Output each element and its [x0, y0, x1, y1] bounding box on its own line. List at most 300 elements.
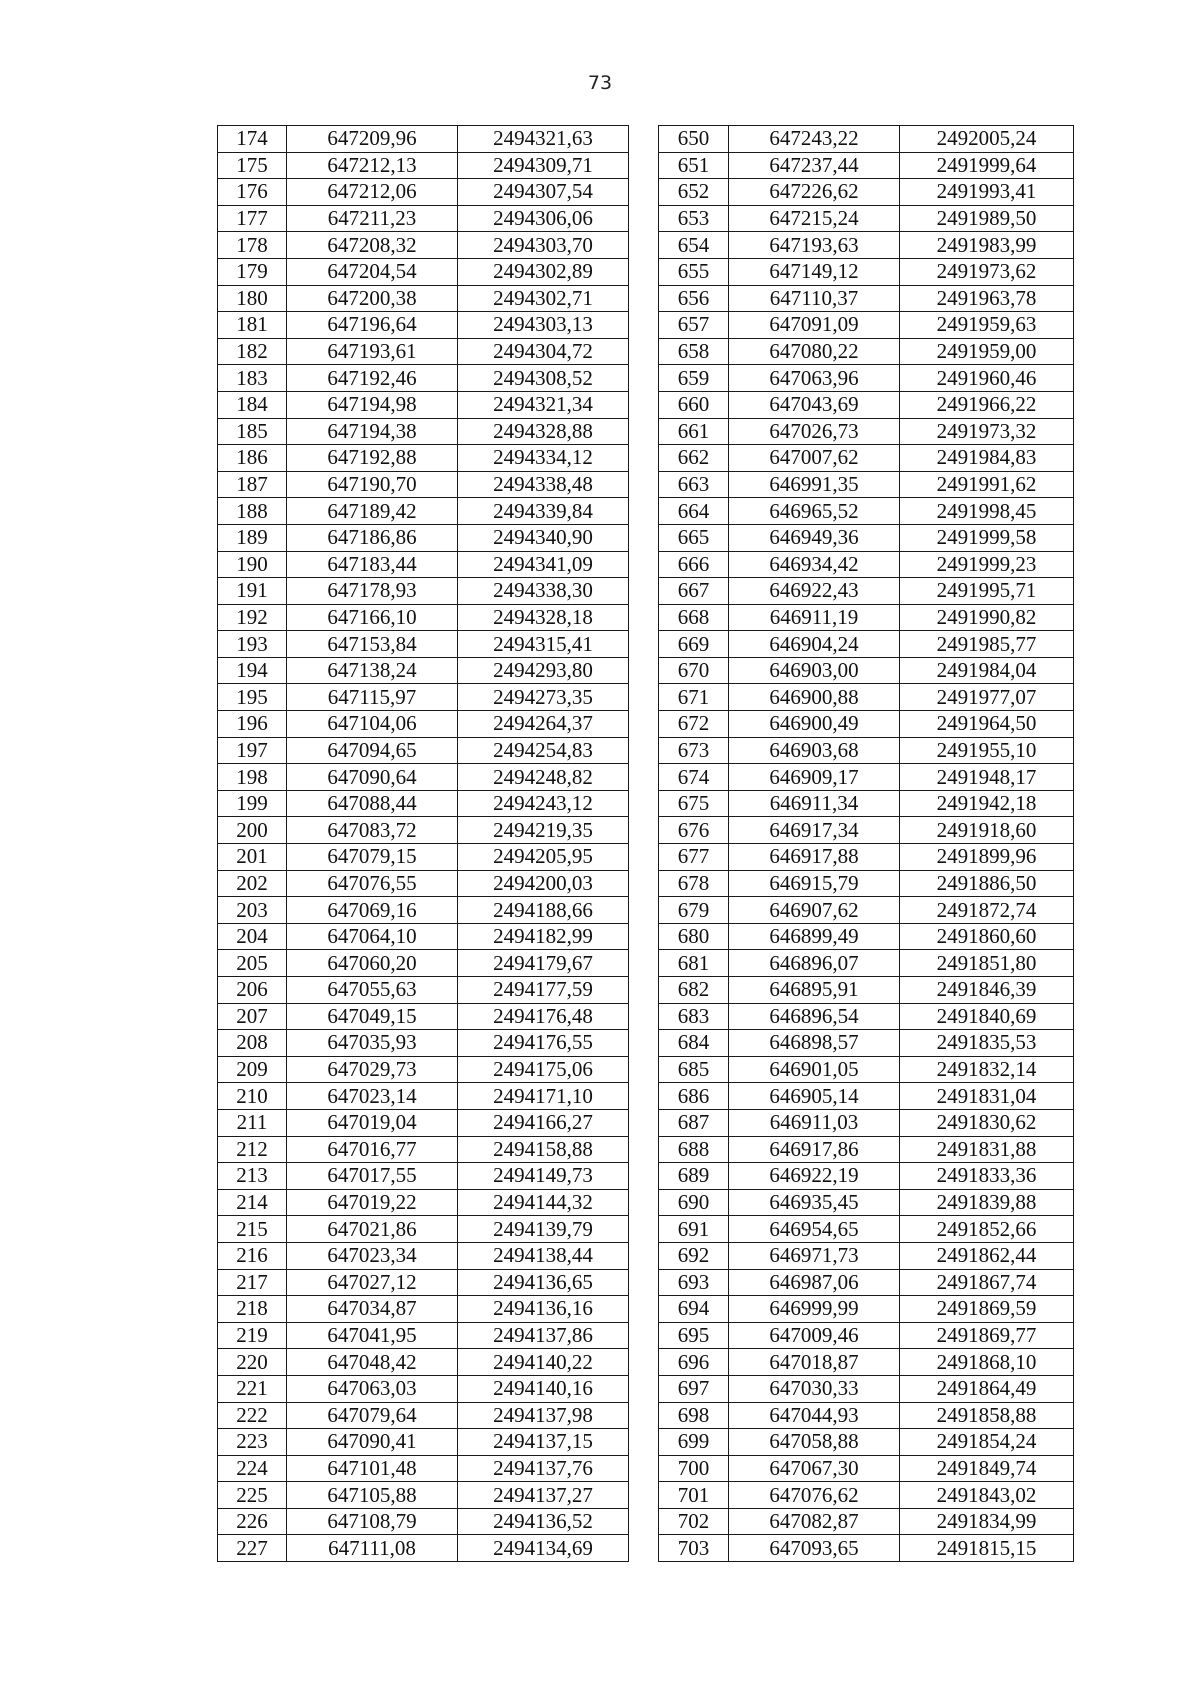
y-coordinate-cell: 2494138,44	[458, 1242, 629, 1269]
x-coordinate-cell: 647063,96	[729, 365, 900, 392]
table-row	[218, 1402, 629, 1429]
y-coordinate-cell: 2491851,80	[900, 950, 1074, 977]
x-coordinate-cell: 647149,12	[729, 258, 900, 285]
table-row	[659, 179, 1074, 206]
y-coordinate-cell: 2491835,53	[900, 1030, 1074, 1057]
table-row	[218, 338, 629, 365]
table-row	[659, 1455, 1074, 1482]
x-coordinate-cell: 647079,15	[287, 844, 458, 871]
x-coordinate-cell: 647226,62	[729, 179, 900, 206]
x-coordinate-cell: 647208,32	[287, 232, 458, 259]
table-row	[659, 817, 1074, 844]
x-coordinate-cell: 646922,43	[729, 578, 900, 605]
point-number-cell: 670	[659, 657, 729, 684]
x-coordinate-cell: 646911,34	[729, 790, 900, 817]
table-row	[218, 1429, 629, 1456]
y-coordinate-cell: 2491899,96	[900, 844, 1074, 871]
table-row	[218, 1189, 629, 1216]
table-row	[659, 338, 1074, 365]
y-coordinate-cell: 2491985,77	[900, 631, 1074, 658]
table-row	[218, 418, 629, 445]
table-row	[659, 152, 1074, 179]
point-number-cell: 221	[218, 1375, 287, 1402]
table-row	[218, 1508, 629, 1535]
y-coordinate-cell: 2491833,36	[900, 1163, 1074, 1190]
y-coordinate-cell: 2494176,55	[458, 1030, 629, 1057]
x-coordinate-cell: 647090,64	[287, 764, 458, 791]
y-coordinate-cell: 2491864,49	[900, 1375, 1074, 1402]
point-number-cell: 683	[659, 1003, 729, 1030]
x-coordinate-cell: 647200,38	[287, 285, 458, 312]
table-row	[218, 1482, 629, 1509]
y-coordinate-cell: 2491849,74	[900, 1455, 1074, 1482]
point-number-cell: 691	[659, 1216, 729, 1243]
point-number-cell: 201	[218, 844, 287, 871]
x-coordinate-cell: 647083,72	[287, 817, 458, 844]
table-row	[659, 1242, 1074, 1269]
point-number-cell: 681	[659, 950, 729, 977]
point-number-cell: 216	[218, 1242, 287, 1269]
table-row	[218, 1056, 629, 1083]
table-row	[659, 897, 1074, 924]
y-coordinate-cell: 2494321,63	[458, 126, 629, 153]
table-row	[218, 232, 629, 259]
point-number-cell: 701	[659, 1482, 729, 1509]
x-coordinate-cell: 647091,09	[729, 312, 900, 339]
y-coordinate-cell: 2491955,10	[900, 737, 1074, 764]
table-row	[659, 1109, 1074, 1136]
point-number-cell: 685	[659, 1056, 729, 1083]
x-coordinate-cell: 647017,55	[287, 1163, 458, 1190]
x-coordinate-cell: 646900,49	[729, 711, 900, 738]
table-row	[659, 870, 1074, 897]
x-coordinate-cell: 647027,12	[287, 1269, 458, 1296]
x-coordinate-cell: 647088,44	[287, 790, 458, 817]
point-number-cell: 682	[659, 977, 729, 1004]
point-number-cell: 652	[659, 179, 729, 206]
table-row	[218, 1349, 629, 1376]
table-row	[659, 471, 1074, 498]
point-number-cell: 698	[659, 1402, 729, 1429]
x-coordinate-cell: 647212,06	[287, 179, 458, 206]
table-row	[659, 205, 1074, 232]
table-row	[218, 445, 629, 472]
point-number-cell: 651	[659, 152, 729, 179]
x-coordinate-cell: 647076,62	[729, 1482, 900, 1509]
x-coordinate-cell: 647041,95	[287, 1322, 458, 1349]
point-number-cell: 208	[218, 1030, 287, 1057]
point-number-cell: 668	[659, 604, 729, 631]
x-coordinate-cell: 647178,93	[287, 578, 458, 605]
table-row	[659, 1269, 1074, 1296]
y-coordinate-cell: 2494340,90	[458, 524, 629, 551]
x-coordinate-cell: 647043,69	[729, 391, 900, 418]
y-coordinate-cell: 2491831,88	[900, 1136, 1074, 1163]
x-coordinate-cell: 647090,41	[287, 1429, 458, 1456]
x-coordinate-cell: 646896,07	[729, 950, 900, 977]
x-coordinate-cell: 647237,44	[729, 152, 900, 179]
point-number-cell: 658	[659, 338, 729, 365]
x-coordinate-cell: 647080,22	[729, 338, 900, 365]
point-number-cell: 669	[659, 631, 729, 658]
y-coordinate-cell: 2491839,88	[900, 1189, 1074, 1216]
point-number-cell: 211	[218, 1109, 287, 1136]
point-number-cell: 178	[218, 232, 287, 259]
y-coordinate-cell: 2494309,71	[458, 152, 629, 179]
point-number-cell: 225	[218, 1482, 287, 1509]
point-number-cell: 656	[659, 285, 729, 312]
y-coordinate-cell: 2494308,52	[458, 365, 629, 392]
table-row	[659, 1083, 1074, 1110]
point-number-cell: 690	[659, 1189, 729, 1216]
x-coordinate-cell: 647243,22	[729, 126, 900, 153]
y-coordinate-cell: 2491918,60	[900, 817, 1074, 844]
point-number-cell: 696	[659, 1349, 729, 1376]
table-row	[659, 498, 1074, 525]
table-row	[659, 285, 1074, 312]
table-row	[218, 1003, 629, 1030]
x-coordinate-cell: 647215,24	[729, 205, 900, 232]
table-row	[659, 578, 1074, 605]
x-coordinate-cell: 646899,49	[729, 923, 900, 950]
table-row	[659, 1482, 1074, 1509]
point-number-cell: 181	[218, 312, 287, 339]
point-number-cell: 203	[218, 897, 287, 924]
table-row	[218, 870, 629, 897]
x-coordinate-cell: 647063,03	[287, 1375, 458, 1402]
y-coordinate-cell: 2491991,62	[900, 471, 1074, 498]
table-row	[218, 790, 629, 817]
point-number-cell: 183	[218, 365, 287, 392]
table-row	[218, 737, 629, 764]
point-number-cell: 176	[218, 179, 287, 206]
x-coordinate-cell: 647009,46	[729, 1322, 900, 1349]
point-number-cell: 692	[659, 1242, 729, 1269]
y-coordinate-cell: 2494264,37	[458, 711, 629, 738]
point-number-cell: 677	[659, 844, 729, 871]
y-coordinate-cell: 2491977,07	[900, 684, 1074, 711]
point-number-cell: 664	[659, 498, 729, 525]
point-number-cell: 197	[218, 737, 287, 764]
x-coordinate-cell: 647190,70	[287, 471, 458, 498]
table-row	[218, 923, 629, 950]
table-row	[218, 657, 629, 684]
table-row	[218, 1030, 629, 1057]
y-coordinate-cell: 2491854,24	[900, 1429, 1074, 1456]
y-coordinate-cell: 2494341,09	[458, 551, 629, 578]
x-coordinate-cell: 647209,96	[287, 126, 458, 153]
coordinate-table-left	[217, 125, 629, 1562]
point-number-cell: 226	[218, 1508, 287, 1535]
point-number-cell: 699	[659, 1429, 729, 1456]
point-number-cell: 220	[218, 1349, 287, 1376]
y-coordinate-cell: 2494188,66	[458, 897, 629, 924]
table-row	[218, 1375, 629, 1402]
x-coordinate-cell: 647019,22	[287, 1189, 458, 1216]
table-row	[218, 1269, 629, 1296]
point-number-cell: 198	[218, 764, 287, 791]
x-coordinate-cell: 647212,13	[287, 152, 458, 179]
x-coordinate-cell: 647076,55	[287, 870, 458, 897]
table-row	[659, 126, 1074, 153]
x-coordinate-cell: 646903,68	[729, 737, 900, 764]
point-number-cell: 655	[659, 258, 729, 285]
x-coordinate-cell: 647138,24	[287, 657, 458, 684]
point-number-cell: 174	[218, 126, 287, 153]
y-coordinate-cell: 2494243,12	[458, 790, 629, 817]
point-number-cell: 223	[218, 1429, 287, 1456]
point-number-cell: 654	[659, 232, 729, 259]
table-row	[659, 1349, 1074, 1376]
point-number-cell: 653	[659, 205, 729, 232]
x-coordinate-cell: 646903,00	[729, 657, 900, 684]
point-number-cell: 661	[659, 418, 729, 445]
x-coordinate-cell: 647110,37	[729, 285, 900, 312]
x-coordinate-cell: 647029,73	[287, 1056, 458, 1083]
point-number-cell: 187	[218, 471, 287, 498]
x-coordinate-cell: 647069,16	[287, 897, 458, 924]
y-coordinate-cell: 2494302,71	[458, 285, 629, 312]
x-coordinate-cell: 646971,73	[729, 1242, 900, 1269]
point-number-cell: 189	[218, 524, 287, 551]
y-coordinate-cell: 2491858,88	[900, 1402, 1074, 1429]
point-number-cell: 213	[218, 1163, 287, 1190]
y-coordinate-cell: 2491993,41	[900, 179, 1074, 206]
point-number-cell: 193	[218, 631, 287, 658]
x-coordinate-cell: 647186,86	[287, 524, 458, 551]
y-coordinate-cell: 2494137,76	[458, 1455, 629, 1482]
y-coordinate-cell: 2494338,48	[458, 471, 629, 498]
table-row	[659, 1402, 1074, 1429]
x-coordinate-cell: 646935,45	[729, 1189, 900, 1216]
x-coordinate-cell: 647044,93	[729, 1402, 900, 1429]
point-number-cell: 688	[659, 1136, 729, 1163]
x-coordinate-cell: 647108,79	[287, 1508, 458, 1535]
table-row	[659, 1003, 1074, 1030]
table-row	[659, 1429, 1074, 1456]
table-row	[218, 1296, 629, 1323]
x-coordinate-cell: 647194,98	[287, 391, 458, 418]
y-coordinate-cell: 2494175,06	[458, 1056, 629, 1083]
y-coordinate-cell: 2491963,78	[900, 285, 1074, 312]
x-coordinate-cell: 647058,88	[729, 1429, 900, 1456]
x-coordinate-cell: 647034,87	[287, 1296, 458, 1323]
y-coordinate-cell: 2494328,18	[458, 604, 629, 631]
x-coordinate-cell: 646922,19	[729, 1163, 900, 1190]
x-coordinate-cell: 647104,06	[287, 711, 458, 738]
x-coordinate-cell: 646915,79	[729, 870, 900, 897]
point-number-cell: 678	[659, 870, 729, 897]
point-number-cell: 680	[659, 923, 729, 950]
y-coordinate-cell: 2494205,95	[458, 844, 629, 871]
point-number-cell: 697	[659, 1375, 729, 1402]
x-coordinate-cell: 646987,06	[729, 1269, 900, 1296]
y-coordinate-cell: 2494171,10	[458, 1083, 629, 1110]
table-row	[218, 551, 629, 578]
y-coordinate-cell: 2491867,74	[900, 1269, 1074, 1296]
point-number-cell: 659	[659, 365, 729, 392]
y-coordinate-cell: 2491948,17	[900, 764, 1074, 791]
point-number-cell: 686	[659, 1083, 729, 1110]
y-coordinate-cell: 2494139,79	[458, 1216, 629, 1243]
table-row	[218, 498, 629, 525]
y-coordinate-cell: 2491872,74	[900, 897, 1074, 924]
coordinate-table-right	[658, 125, 1074, 1562]
y-coordinate-cell: 2491995,71	[900, 578, 1074, 605]
table-row	[218, 844, 629, 871]
y-coordinate-cell: 2494137,98	[458, 1402, 629, 1429]
table-row	[218, 1455, 629, 1482]
point-number-cell: 199	[218, 790, 287, 817]
x-coordinate-cell: 647064,10	[287, 923, 458, 950]
x-coordinate-cell: 647060,20	[287, 950, 458, 977]
y-coordinate-cell: 2491831,04	[900, 1083, 1074, 1110]
point-number-cell: 214	[218, 1189, 287, 1216]
table-row	[659, 551, 1074, 578]
table-row	[659, 1375, 1074, 1402]
table-row	[659, 977, 1074, 1004]
y-coordinate-cell: 2494136,52	[458, 1508, 629, 1535]
y-coordinate-cell: 2491989,50	[900, 205, 1074, 232]
point-number-cell: 662	[659, 445, 729, 472]
x-coordinate-cell: 646895,91	[729, 977, 900, 1004]
point-number-cell: 693	[659, 1269, 729, 1296]
point-number-cell: 215	[218, 1216, 287, 1243]
table-row	[218, 897, 629, 924]
y-coordinate-cell: 2491862,44	[900, 1242, 1074, 1269]
y-coordinate-cell: 2494182,99	[458, 923, 629, 950]
y-coordinate-cell: 2494328,88	[458, 418, 629, 445]
table-row	[659, 258, 1074, 285]
y-coordinate-cell: 2491998,45	[900, 498, 1074, 525]
table-row	[659, 1136, 1074, 1163]
y-coordinate-cell: 2494334,12	[458, 445, 629, 472]
table-row	[659, 1056, 1074, 1083]
x-coordinate-cell: 647016,77	[287, 1136, 458, 1163]
point-number-cell: 205	[218, 950, 287, 977]
point-number-cell: 650	[659, 126, 729, 153]
table-row	[218, 1216, 629, 1243]
x-coordinate-cell: 646999,99	[729, 1296, 900, 1323]
x-coordinate-cell: 647055,63	[287, 977, 458, 1004]
point-number-cell: 224	[218, 1455, 287, 1482]
x-coordinate-cell: 647204,54	[287, 258, 458, 285]
table-row	[218, 258, 629, 285]
table-row	[218, 604, 629, 631]
x-coordinate-cell: 646909,17	[729, 764, 900, 791]
point-number-cell: 687	[659, 1109, 729, 1136]
y-coordinate-cell: 2494306,06	[458, 205, 629, 232]
table-row	[218, 285, 629, 312]
y-coordinate-cell: 2491999,58	[900, 524, 1074, 551]
y-coordinate-cell: 2491973,32	[900, 418, 1074, 445]
table-row	[218, 179, 629, 206]
y-coordinate-cell: 2491869,77	[900, 1322, 1074, 1349]
point-number-cell: 204	[218, 923, 287, 950]
table-row	[659, 790, 1074, 817]
point-number-cell: 666	[659, 551, 729, 578]
y-coordinate-cell: 2491983,99	[900, 232, 1074, 259]
y-coordinate-cell: 2494176,48	[458, 1003, 629, 1030]
page-number: 73	[587, 72, 613, 94]
x-coordinate-cell: 646954,65	[729, 1216, 900, 1243]
table-row	[218, 471, 629, 498]
x-coordinate-cell: 647189,42	[287, 498, 458, 525]
y-coordinate-cell: 2494136,16	[458, 1296, 629, 1323]
x-coordinate-cell: 647153,84	[287, 631, 458, 658]
point-number-cell: 660	[659, 391, 729, 418]
table-row	[218, 365, 629, 392]
x-coordinate-cell: 647193,63	[729, 232, 900, 259]
x-coordinate-cell: 646898,57	[729, 1030, 900, 1057]
y-coordinate-cell: 2494248,82	[458, 764, 629, 791]
y-coordinate-cell: 2494140,22	[458, 1349, 629, 1376]
point-number-cell: 694	[659, 1296, 729, 1323]
y-coordinate-cell: 2494149,73	[458, 1163, 629, 1190]
point-number-cell: 200	[218, 817, 287, 844]
table-row	[659, 764, 1074, 791]
table-row	[659, 923, 1074, 950]
y-coordinate-cell: 2494302,89	[458, 258, 629, 285]
y-coordinate-cell: 2494158,88	[458, 1136, 629, 1163]
table-row	[659, 950, 1074, 977]
y-coordinate-cell: 2494166,27	[458, 1109, 629, 1136]
table-row	[218, 205, 629, 232]
y-coordinate-cell: 2494144,32	[458, 1189, 629, 1216]
y-coordinate-cell: 2494307,54	[458, 179, 629, 206]
point-number-cell: 667	[659, 578, 729, 605]
table-row	[659, 391, 1074, 418]
x-coordinate-cell: 647021,86	[287, 1216, 458, 1243]
y-coordinate-cell: 2491973,62	[900, 258, 1074, 285]
point-number-cell: 206	[218, 977, 287, 1004]
table-row	[218, 1163, 629, 1190]
point-number-cell: 180	[218, 285, 287, 312]
table-row	[218, 524, 629, 551]
x-coordinate-cell: 647194,38	[287, 418, 458, 445]
x-coordinate-cell: 646905,14	[729, 1083, 900, 1110]
y-coordinate-cell: 2491964,50	[900, 711, 1074, 738]
table-row	[218, 764, 629, 791]
x-coordinate-cell: 647023,34	[287, 1242, 458, 1269]
point-number-cell: 679	[659, 897, 729, 924]
table-row	[218, 977, 629, 1004]
point-number-cell: 185	[218, 418, 287, 445]
y-coordinate-cell: 2491840,69	[900, 1003, 1074, 1030]
y-coordinate-cell: 2491959,63	[900, 312, 1074, 339]
point-number-cell: 217	[218, 1269, 287, 1296]
x-coordinate-cell: 647192,88	[287, 445, 458, 472]
y-coordinate-cell: 2494200,03	[458, 870, 629, 897]
point-number-cell: 188	[218, 498, 287, 525]
table-row	[659, 1216, 1074, 1243]
point-number-cell: 194	[218, 657, 287, 684]
table-row	[659, 1030, 1074, 1057]
x-coordinate-cell: 647023,14	[287, 1083, 458, 1110]
point-number-cell: 210	[218, 1083, 287, 1110]
y-coordinate-cell: 2491999,23	[900, 551, 1074, 578]
point-number-cell: 196	[218, 711, 287, 738]
y-coordinate-cell: 2491834,99	[900, 1508, 1074, 1535]
point-number-cell: 676	[659, 817, 729, 844]
point-number-cell: 674	[659, 764, 729, 791]
table-row	[218, 152, 629, 179]
table-row	[659, 737, 1074, 764]
point-number-cell: 179	[218, 258, 287, 285]
table-row	[218, 578, 629, 605]
table-row	[659, 232, 1074, 259]
y-coordinate-cell: 2494134,69	[458, 1535, 629, 1562]
